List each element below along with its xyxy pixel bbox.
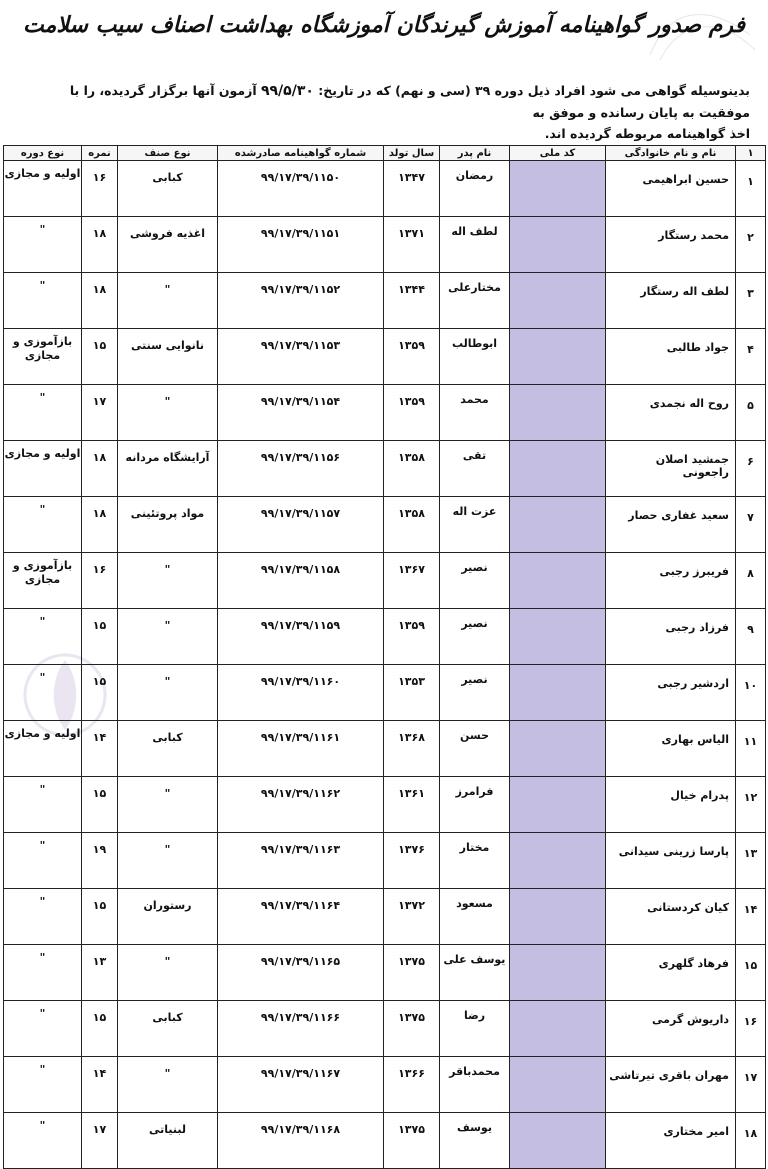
score-cell: ۱۸ xyxy=(82,217,118,273)
header-certificate: شماره گواهینامه صادرشده xyxy=(218,146,384,161)
score-cell: ۱۵ xyxy=(82,665,118,721)
name-cell: پارسا زرینی سیدانی xyxy=(606,833,736,889)
score-cell: ۱۵ xyxy=(82,1001,118,1057)
name-cell: سعید غفاری حصار xyxy=(606,497,736,553)
name-cell: اردشیر رجبی xyxy=(606,665,736,721)
certificate-cell: ۹۹/۱۷/۳۹/۱۱۶۷ xyxy=(218,1057,384,1113)
table-row xyxy=(4,721,766,777)
row-number: ۱۳ xyxy=(736,833,766,889)
row-number: ۶ xyxy=(736,441,766,497)
father-cell: نصیر xyxy=(440,665,510,721)
trainees-table xyxy=(3,145,766,1169)
father-cell: فرامرز xyxy=(440,777,510,833)
guild-cell: " xyxy=(118,833,218,889)
national-id-cell xyxy=(510,553,606,609)
course-cell: " xyxy=(4,1057,82,1113)
row-number: ۸ xyxy=(736,553,766,609)
national-id-cell xyxy=(510,161,606,217)
course-cell: اولیه و مجازی xyxy=(4,161,82,217)
name-cell: فریبرز رجبی xyxy=(606,553,736,609)
birth-year-cell: ۱۳۶۶ xyxy=(384,1057,440,1113)
father-cell: مختارعلی xyxy=(440,273,510,329)
name-cell: حسین ابراهیمی xyxy=(606,161,736,217)
guild-cell: کبابی xyxy=(118,1001,218,1057)
certificate-cell: ۹۹/۱۷/۳۹/۱۱۵۸ xyxy=(218,553,384,609)
course-cell: " xyxy=(4,945,82,1001)
name-cell: لطف اله رستگار xyxy=(606,273,736,329)
birth-year-cell: ۱۳۷۲ xyxy=(384,889,440,945)
row-number: ۲ xyxy=(736,217,766,273)
table-row xyxy=(4,161,766,217)
row-number: ۱۷ xyxy=(736,1057,766,1113)
certificate-cell: ۹۹/۱۷/۳۹/۱۱۶۰ xyxy=(218,665,384,721)
father-cell: یوسف علی xyxy=(440,945,510,1001)
birth-year-cell: ۱۳۵۸ xyxy=(384,441,440,497)
row-number: ۱۵ xyxy=(736,945,766,1001)
name-cell: امیر مختاری xyxy=(606,1113,736,1169)
certificate-cell: ۹۹/۱۷/۳۹/۱۱۵۴ xyxy=(218,385,384,441)
name-cell: داریوش گرمی xyxy=(606,1001,736,1057)
row-number: ۵ xyxy=(736,385,766,441)
table-row xyxy=(4,1113,766,1169)
row-number: ۱ xyxy=(736,161,766,217)
course-cell: اولیه و مجازی xyxy=(4,721,82,777)
birth-year-cell: ۱۳۵۹ xyxy=(384,385,440,441)
table-header-row xyxy=(4,146,766,161)
table-row xyxy=(4,217,766,273)
table-body xyxy=(4,161,766,1169)
course-cell: بازآموزی و مجازی xyxy=(4,329,82,385)
national-id-cell xyxy=(510,1001,606,1057)
table-row xyxy=(4,609,766,665)
guild-cell: " xyxy=(118,273,218,329)
course-cell: " xyxy=(4,665,82,721)
certificate-cell: ۹۹/۱۷/۳۹/۱۱۵۱ xyxy=(218,217,384,273)
table-row xyxy=(4,497,766,553)
birth-year-cell: ۱۳۶۱ xyxy=(384,777,440,833)
certificate-cell: ۹۹/۱۷/۳۹/۱۱۶۵ xyxy=(218,945,384,1001)
intro-text-line2: اخذ گواهینامه مربوطه گردیده اند. xyxy=(544,126,750,141)
guild-cell: کبابی xyxy=(118,721,218,777)
name-cell: پدرام خیال xyxy=(606,777,736,833)
score-cell: ۱۴ xyxy=(82,1057,118,1113)
birth-year-cell: ۱۳۷۵ xyxy=(384,1001,440,1057)
father-cell: عزت اله xyxy=(440,497,510,553)
father-cell: رمضان xyxy=(440,161,510,217)
table-row xyxy=(4,833,766,889)
score-cell: ۱۵ xyxy=(82,777,118,833)
course-cell: " xyxy=(4,1113,82,1169)
table-row xyxy=(4,1001,766,1057)
table-row xyxy=(4,777,766,833)
certificate-cell: ۹۹/۱۷/۳۹/۱۱۶۴ xyxy=(218,889,384,945)
course-cell: " xyxy=(4,217,82,273)
row-number: ۴ xyxy=(736,329,766,385)
header-row-number: ۱ xyxy=(736,146,766,161)
score-cell: ۱۵ xyxy=(82,889,118,945)
name-cell: محمد رستگار xyxy=(606,217,736,273)
table-row xyxy=(4,945,766,1001)
father-cell: مختار xyxy=(440,833,510,889)
certificate-cell: ۹۹/۱۷/۳۹/۱۱۵۰ xyxy=(218,161,384,217)
birth-year-cell: ۱۳۷۵ xyxy=(384,945,440,1001)
score-cell: ۱۵ xyxy=(82,329,118,385)
certificate-cell: ۹۹/۱۷/۳۹/۱۱۶۸ xyxy=(218,1113,384,1169)
guild-cell: نانوایی سنتی xyxy=(118,329,218,385)
national-id-cell xyxy=(510,1113,606,1169)
birth-year-cell: ۱۳۵۸ xyxy=(384,497,440,553)
national-id-cell xyxy=(510,385,606,441)
form-title: فرم صدور گواهینامه آموزش گیرندگان آموزشگاه بهداشت اصناف سیب سلامت xyxy=(22,12,745,38)
score-cell: ۱۹ xyxy=(82,833,118,889)
guild-cell: رستوران xyxy=(118,889,218,945)
course-cell: " xyxy=(4,609,82,665)
intro-paragraph xyxy=(15,80,750,144)
guild-cell: مواد پروتئینی xyxy=(118,497,218,553)
guild-cell: اغذیه فروشی xyxy=(118,217,218,273)
score-cell: ۱۳ xyxy=(82,945,118,1001)
name-cell: فرهاد گلهری xyxy=(606,945,736,1001)
birth-year-cell: ۱۳۷۱ xyxy=(384,217,440,273)
guild-cell: " xyxy=(118,385,218,441)
course-cell: " xyxy=(4,833,82,889)
name-cell: فرزاد رجبی xyxy=(606,609,736,665)
name-cell: روح اله نجمدی xyxy=(606,385,736,441)
score-cell: ۱۷ xyxy=(82,1113,118,1169)
birth-year-cell: ۱۳۶۸ xyxy=(384,721,440,777)
father-cell: لطف اله xyxy=(440,217,510,273)
guild-cell: کبابی xyxy=(118,161,218,217)
guild-cell: " xyxy=(118,945,218,1001)
birth-year-cell: ۱۳۵۹ xyxy=(384,609,440,665)
header-father: نام پدر xyxy=(440,146,510,161)
guild-cell: " xyxy=(118,665,218,721)
row-number: ۱۱ xyxy=(736,721,766,777)
birth-year-cell: ۱۳۵۳ xyxy=(384,665,440,721)
score-cell: ۱۸ xyxy=(82,273,118,329)
national-id-cell xyxy=(510,441,606,497)
table-row xyxy=(4,441,766,497)
birth-year-cell: ۱۳۶۷ xyxy=(384,553,440,609)
row-number: ۱۴ xyxy=(736,889,766,945)
name-cell: جمشید اصلان راجعونی xyxy=(606,441,736,497)
national-id-cell xyxy=(510,721,606,777)
table-row xyxy=(4,889,766,945)
national-id-cell xyxy=(510,609,606,665)
name-cell: کیان کردستانی xyxy=(606,889,736,945)
guild-cell: " xyxy=(118,1057,218,1113)
table-row xyxy=(4,1057,766,1113)
father-cell: حسن xyxy=(440,721,510,777)
certificate-cell: ۹۹/۱۷/۳۹/۱۱۵۲ xyxy=(218,273,384,329)
header-score: نمره xyxy=(82,146,118,161)
course-cell: " xyxy=(4,385,82,441)
certificate-cell: ۹۹/۱۷/۳۹/۱۱۶۲ xyxy=(218,777,384,833)
course-cell: " xyxy=(4,777,82,833)
table-row xyxy=(4,385,766,441)
guild-cell: " xyxy=(118,553,218,609)
intro-date: ۹۹/۵/۳۰ xyxy=(260,83,314,99)
guild-cell: آرایشگاه مردانه xyxy=(118,441,218,497)
table-row xyxy=(4,665,766,721)
row-number: ۱۸ xyxy=(736,1113,766,1169)
guild-cell: " xyxy=(118,609,218,665)
birth-year-cell: ۱۳۷۶ xyxy=(384,833,440,889)
score-cell: ۱۶ xyxy=(82,161,118,217)
name-cell: جواد طالبی xyxy=(606,329,736,385)
father-cell: محمدباقر xyxy=(440,1057,510,1113)
national-id-cell xyxy=(510,497,606,553)
intro-text-a: بدینوسیله گواهی می شود افراد ذیل دوره ۳۹ (سی و نهم) که در تاریخ: xyxy=(318,83,750,98)
national-id-cell xyxy=(510,217,606,273)
score-cell: ۱۸ xyxy=(82,441,118,497)
header-national-id: کد ملی xyxy=(510,146,606,161)
father-cell: تقی xyxy=(440,441,510,497)
course-cell: بازآموزی و مجازی xyxy=(4,553,82,609)
guild-cell: " xyxy=(118,777,218,833)
intro-text-b: آزمون آنها برگزار گردیده، را با موفقیت به پایان رسانده و موفق به xyxy=(69,83,750,120)
score-cell: ۱۶ xyxy=(82,553,118,609)
name-cell: الیاس بهاری xyxy=(606,721,736,777)
national-id-cell xyxy=(510,945,606,1001)
course-cell: " xyxy=(4,273,82,329)
certificate-cell: ۹۹/۱۷/۳۹/۱۱۶۶ xyxy=(218,1001,384,1057)
father-cell: محمد xyxy=(440,385,510,441)
course-cell: اولیه و مجازی xyxy=(4,441,82,497)
score-cell: ۱۷ xyxy=(82,385,118,441)
row-number: ۹ xyxy=(736,609,766,665)
father-cell: نصیر xyxy=(440,553,510,609)
course-cell: " xyxy=(4,889,82,945)
father-cell: رضا xyxy=(440,1001,510,1057)
course-cell: " xyxy=(4,1001,82,1057)
row-number: ۳ xyxy=(736,273,766,329)
birth-year-cell: ۱۳۵۹ xyxy=(384,329,440,385)
certificate-cell: ۹۹/۱۷/۳۹/۱۱۵۳ xyxy=(218,329,384,385)
header-course: نوع دوره xyxy=(4,146,82,161)
national-id-cell xyxy=(510,1057,606,1113)
course-cell: " xyxy=(4,497,82,553)
father-cell: مسعود xyxy=(440,889,510,945)
score-cell: ۱۵ xyxy=(82,609,118,665)
score-cell: ۱۸ xyxy=(82,497,118,553)
table-row xyxy=(4,329,766,385)
national-id-cell xyxy=(510,833,606,889)
header-name: نام و نام خانوادگی xyxy=(606,146,736,161)
row-number: ۱۲ xyxy=(736,777,766,833)
row-number: ۱۰ xyxy=(736,665,766,721)
certificate-cell: ۹۹/۱۷/۳۹/۱۱۶۳ xyxy=(218,833,384,889)
national-id-cell xyxy=(510,273,606,329)
table-row xyxy=(4,553,766,609)
certificate-cell: ۹۹/۱۷/۳۹/۱۱۵۷ xyxy=(218,497,384,553)
national-id-cell xyxy=(510,777,606,833)
national-id-cell xyxy=(510,665,606,721)
certificate-cell: ۹۹/۱۷/۳۹/۱۱۶۱ xyxy=(218,721,384,777)
father-cell: یوسف xyxy=(440,1113,510,1169)
father-cell: نصیر xyxy=(440,609,510,665)
father-cell: ابوطالب xyxy=(440,329,510,385)
national-id-cell xyxy=(510,889,606,945)
birth-year-cell: ۱۳۴۴ xyxy=(384,273,440,329)
certificate-cell: ۹۹/۱۷/۳۹/۱۱۵۶ xyxy=(218,441,384,497)
guild-cell: لبنیاتی xyxy=(118,1113,218,1169)
certificate-cell: ۹۹/۱۷/۳۹/۱۱۵۹ xyxy=(218,609,384,665)
row-number: ۱۶ xyxy=(736,1001,766,1057)
name-cell: مهران باقری تیرتاشی xyxy=(606,1057,736,1113)
row-number: ۷ xyxy=(736,497,766,553)
national-id-cell xyxy=(510,329,606,385)
birth-year-cell: ۱۳۷۵ xyxy=(384,1113,440,1169)
header-guild: نوع صنف xyxy=(118,146,218,161)
birth-year-cell: ۱۳۴۷ xyxy=(384,161,440,217)
table-row xyxy=(4,273,766,329)
header-birth-year: سال تولد xyxy=(384,146,440,161)
score-cell: ۱۴ xyxy=(82,721,118,777)
